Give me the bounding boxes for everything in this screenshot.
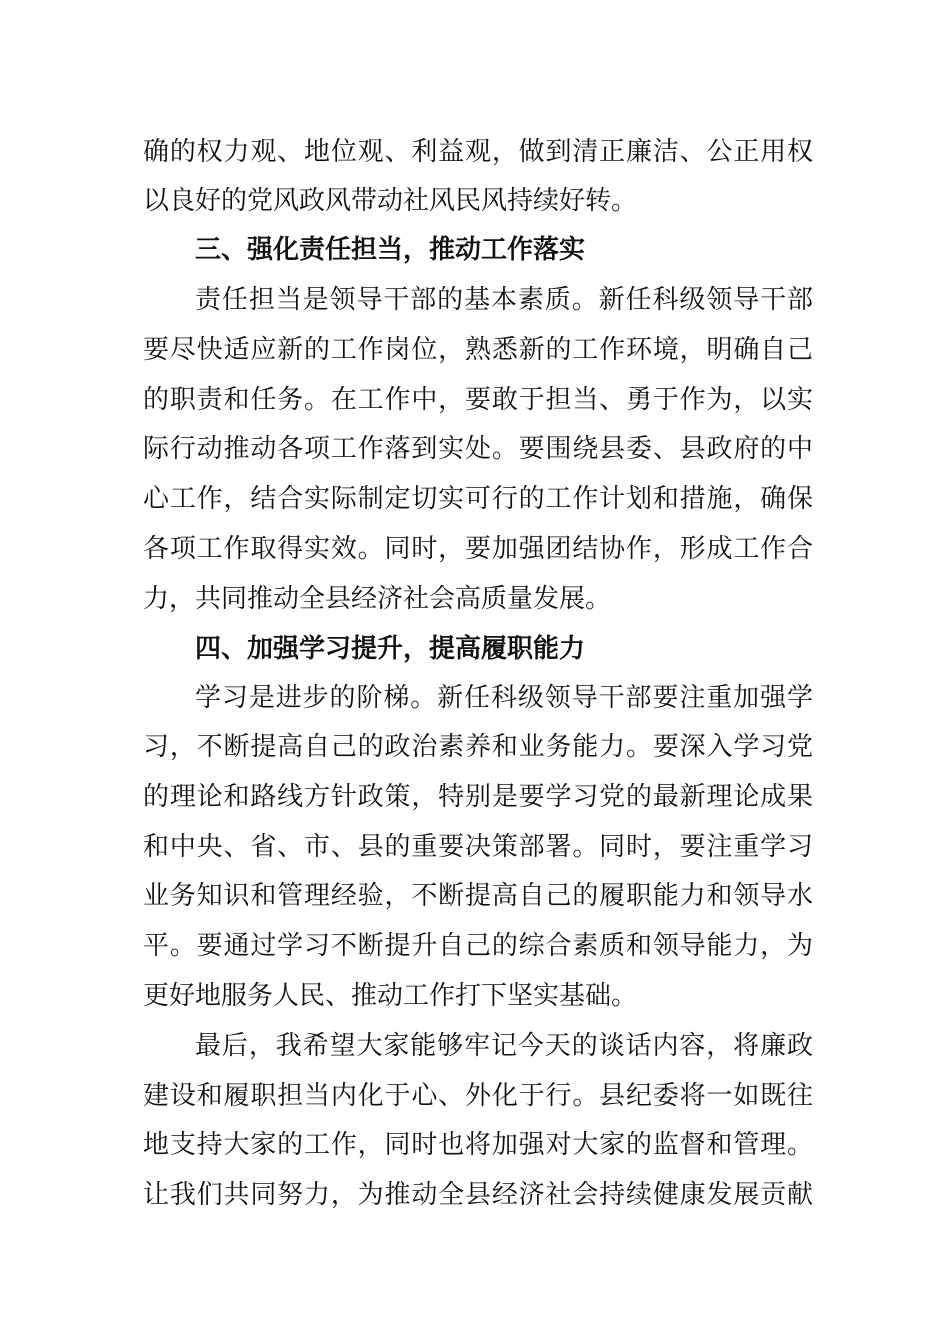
paragraph-line: 让我们共同努力，为推动全县经济社会持续健康发展贡献	[143, 1180, 813, 1210]
paragraph-line: 各项工作取得实效。同时，要加强团结协作，形成工作合	[143, 534, 813, 564]
section-heading-3: 三、强化责任担当，推动工作落实	[195, 235, 586, 265]
paragraph-line: 学习是进步的阶梯。新任科级领导干部要注重加强学	[195, 683, 813, 713]
paragraph-line: 最后，我希望大家能够牢记今天的谈话内容，将廉政	[195, 1031, 813, 1061]
paragraph-line: 责任担当是领导干部的基本素质。新任科级领导干部	[195, 285, 813, 315]
paragraph-line: 的职责和任务。在工作中，要敢于担当、勇于作为，以实	[143, 385, 813, 415]
paragraph-line: 地支持大家的工作，同时也将加强对大家的监督和管理。	[143, 1130, 813, 1160]
paragraph-line: 力，共同推动全县经济社会高质量发展。	[143, 584, 612, 614]
paragraph-line: 更好地服务人民、推动工作打下坚实基础。	[143, 981, 638, 1011]
paragraph-line: 习，不断提高自己的政治素养和业务能力。要深入学习党	[143, 732, 813, 762]
section-heading-4: 四、加强学习提升，提高履职能力	[195, 634, 586, 664]
paragraph-line: 要尽快适应新的工作岗位，熟悉新的工作环境，明确自己	[143, 335, 813, 365]
paragraph-line: 业务知识和管理经验，不断提高自己的履职能力和领导水	[143, 881, 813, 911]
paragraph-line: 以良好的党风政风带动社风民风持续好转。	[143, 186, 638, 216]
paragraph-line: 心工作，结合实际制定切实可行的工作计划和措施，确保	[143, 484, 813, 514]
paragraph-line: 平。要通过学习不断提升自己的综合素质和领导能力，为	[143, 931, 813, 961]
paragraph-line: 和中央、省、市、县的重要决策部署。同时，要注重学习	[143, 832, 813, 862]
paragraph-line: 确的权力观、地位观、利益观，做到清正廉洁、公正用权	[143, 137, 813, 167]
paragraph-line: 的理论和路线方针政策，特别是要学习党的最新理论成果	[143, 782, 813, 812]
paragraph-line: 建设和履职担当内化于心、外化于行。县纪委将一如既往	[143, 1081, 813, 1111]
paragraph-line: 际行动推动各项工作落到实处。要围绕县委、县政府的中	[143, 434, 813, 464]
